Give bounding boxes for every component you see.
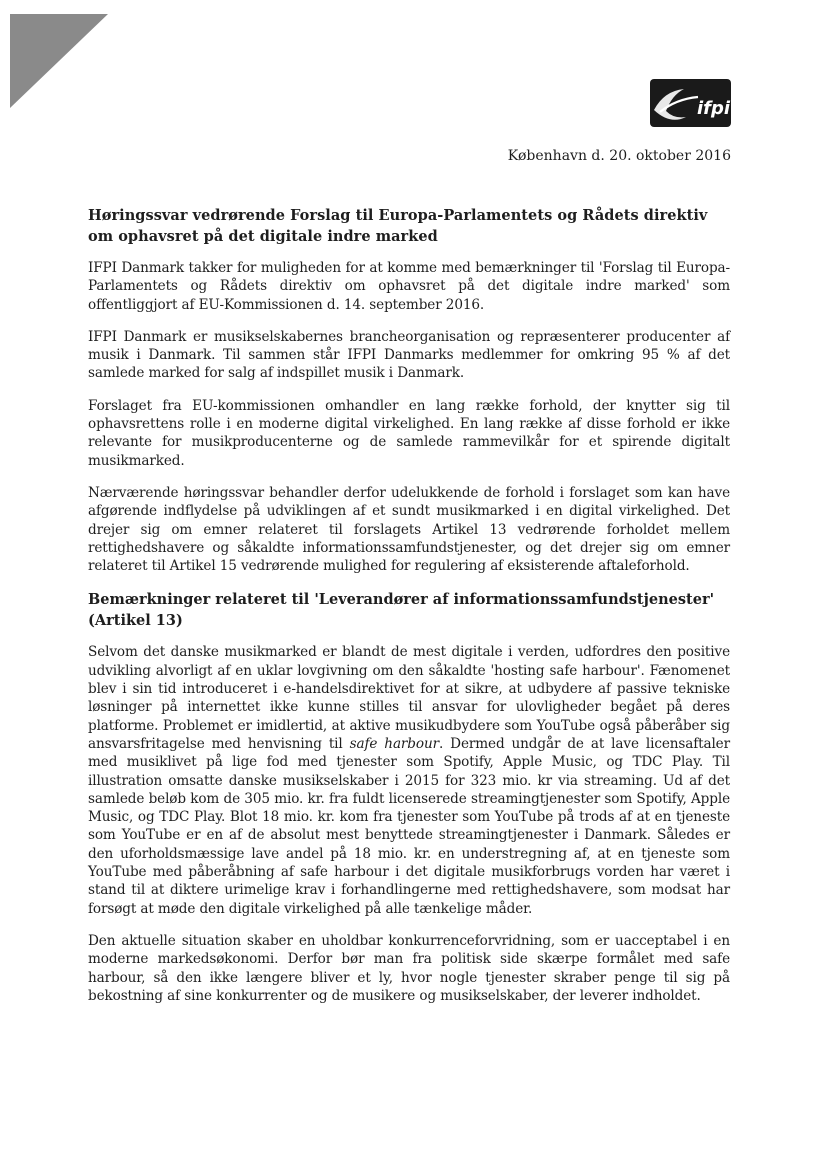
safe-harbour-text-start: Selvom det danske musikmarked er blandt de mest digitale i verden, udfordres den positive udvikling alvorligt af en uklar lovgivning om den såkaldte 'hosting safe harbour'. Fænomenet blev i sin tid introduceret i e-handelsdirektivet for at sikre, at udbydere af passive tekniske løsninger på internettet ikke kunne stilles til ansvar for ulovligheder begået på deres platforme. Problemet er imidlertid, at aktive musikudbydere som YouTube også påberåber sig ansvarsfritagelse med henvisning til [88,644,730,752]
organisation-paragraph: IFPI Danmark er musikselskabernes brancheorganisation og repræsenterer producenter af musik i Danmark. Til sammen står IFPI Danmarks medlemmer for omkring 95 % af det samlede marked for salg af indspillet musik i Danmark. [88,328,730,382]
section-heading-article-13: Bemærkninger relateret til 'Leverandører af informationssamfundstjenester' (Artikel 13) [88,591,715,630]
ifpi-logo [650,79,731,127]
logo-text: ifpi [697,98,731,119]
scope-paragraph: Nærværende høringssvar behandler derfor udelukkende de forhold i forslaget som kan have afgørende indflydelse på udviklingen af et sundt musikmarked i en digital virkelighed. Det drejer sig om emner relateret til forslagets Artikel 13 vedrørende forholdet mellem rettighedshavere og såkaldte informationssamfundstjenester, og det drejer sig om emner relateret til Artikel 15 vedrørende mulighed for regulering af eksisterende aftaleforhold. [88,484,730,575]
document-title: Høringssvar vedrørende Forslag til Europa-Parlamentets og Rådets direktiv om ophavsret på det digitale indre marked [88,207,708,245]
competition-paragraph: Den aktuelle situation skaber en uholdbar konkurrenceforvridning, som er uacceptabel i en moderne markedsøkonomi. Derfor bør man fra politisk side skærpe formålet med safe harbour, så den ikke længere bliver et ly, hvor nogle tjenester skraber penge til sig på bekostning af sine konkurrenter og de musikere og musikselskaber, der leverer indholdet. [88,932,730,1004]
safe-harbour-paragraph [88,643,730,917]
letter-date: København d. 20. oktober 2016 [507,148,731,164]
proposal-paragraph: Forslaget fra EU-kommissionen omhandler en lang række forhold, der knytter sig til ophavsrettens rolle i en moderne digital virkelighed. En lang række af disse forhold er ikke relevante for musikproducenterne og de samlede rammevilkår for et spirende digitalt musikmarked. [88,397,730,469]
intro-paragraph: IFPI Danmark takker for muligheden for at komme med bemærkninger til 'Forslag til Europa-Parlamentets og Rådets direktiv om ophavsret på det digitale indre marked' som offentliggjort af EU-Kommissionen d. 14. september 2016. [88,260,730,313]
safe-harbour-italic: safe harbour [349,735,439,752]
safe-harbour-text-end: . Dermed undgår de at lave licensaftaler med musiklivet på lige fod med tjenester som Spotify, Apple Music, og TDC Play. Til illustration omsatte danske musikselskaber i 2015 for 323 mio. kr via streaming. Ud af det samlede beløb kom de 305 mio. kr. fra fuldt licenserede streamingtjenester som Spotify, Apple Music, og TDC Play. Blot 18 mio. kr. kom fra tjenester som YouTube på trods af at en tjeneste som YouTube er en af de absolut mest benyttede streamingtjenester i Danmark. Således er den uforholdsmæssige lave andel på 18 mio. kr. en understregning af, at en tjeneste som YouTube med påberåbning af safe harbour i det digitale musikforbrugs vorden har været i stand til at diktere urimelige krav i forhandlingerne med rettighedshavere, som modsat har forsøgt at møde den digitale virkelighed på alle tænkelige måder. [88,735,730,917]
letter-body [88,205,730,1019]
page-corner-fold [10,14,108,108]
